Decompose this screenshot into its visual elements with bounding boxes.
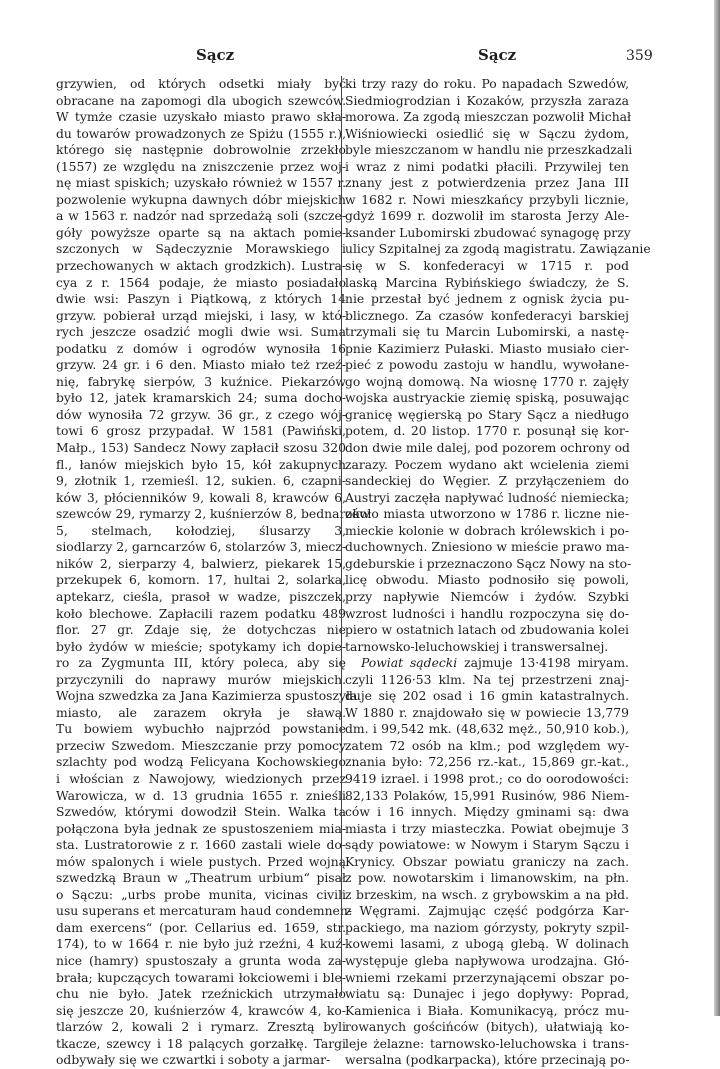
text-line: odbywały się we czwartki i soboty a jarmar- [56,1053,331,1068]
running-head-left: Sącz [196,46,235,64]
text-line: w 1682 r. Nowi mieszkańcy przybyli licznie, [345,192,629,207]
running-head-right: Sącz [478,46,517,64]
text-line: koło blechowe. Zapłacili razem podatku 489 [56,606,346,621]
text-line: Małp., 153) Sandecz Nowy zapłacił szosu 320 [56,441,346,456]
text-line: ki trzy razy do roku. Po napadach Szwedów, [345,77,629,91]
text-line: laską Marcina Rybińskiego świadczy, że S. [345,275,629,290]
text-line: z pow. nowotarskim i limanowskim, na płn. [345,871,629,886]
text-line: ników 2, sierparzy 4, balwierz, piekarek 15, [56,556,346,571]
text-line: było 12, jatek kramarskich 24; suma docho- [56,391,346,406]
text-line: Siedmiogrodzian i Kozaków, przyszła zaraza [345,93,629,108]
text-line: duje się 202 osad i 16 gmin katastralnych. [345,689,629,704]
text-line: morowa. Za zgodą mieszczan pozwolił Michał [345,110,632,125]
text-line: znany jest z potwierdzenia przez Jana III [345,176,629,191]
text-line: występuje gleba napływowa urodzajna. Głó- [345,953,629,968]
text-line: dm. i 99,542 mk. (48,632 męż., 50,910 kob.), [345,722,629,737]
text-line: się jeszcze 20, kuśnierzów 4, krawców 4, ko- [56,1003,346,1018]
text-line: obracane na zapomogi dla ubogich szewców. [56,93,346,108]
text-line: przy napływie Niemców i żydów. Szybki [345,589,629,604]
page-edge-shadow [714,0,720,1016]
text-line: o Sączu: „urbs probe munita, vicinas civili [56,887,346,902]
text-line: Wojna szwedzka za Jana Kazimierza spustoszyła [56,689,358,704]
text-line: wzrost ludności i handlu rozpoczyna się do- [345,606,629,621]
text-line: podatku z domów i ogrodów wynosiła 16 [56,341,346,356]
text-line: W tymże czasie uzyskało miasto prawo skła- [56,110,346,125]
text-line: około miasta utworzono w 1786 r. liczne nie- [345,507,629,522]
text-line: Tu bowiem wybuchło najprzód powstanie [56,722,346,737]
text-line: miasta i trzy miasteczka. Powiat obejmuje 3 [345,821,629,836]
text-line: wiatu są: Dunajec i jego dopływy: Poprad, [345,987,629,1002]
text-line: piero w ostatnich latach od zbudowania kolei [345,623,629,638]
text-line: usu superans et mercaturam haud condemnen- [56,904,352,919]
text-line: i wraz z nimi podatki płacili. Przywilej ten [345,159,629,174]
text-line: pozwolenie wykupna dawnych dóbr miejskich [56,192,346,207]
text-line: packiego, ma naziom górzysty, pokryty szpil- [345,920,629,935]
text-line: którego się następnie dobrowolnie zrzekło [56,143,346,158]
text-line: mieckie kolonie w dobrach królewskich i po- [345,523,629,538]
text-line: W 1880 r. znajdowało się w powiecie 13,779 [345,705,629,720]
text-line: 82,133 Polaków, 15,991 Rusinów, 986 Niem- [345,788,629,803]
text-line: brała; kupczących towarami łokciowemi i ble- [56,970,346,985]
text-line: nę miast spiskich; uzyskało również w 1557 r. [56,176,346,191]
text-line: Kamienica i Biała. Komunikacyą, prócz mu- [345,1003,629,1018]
text-line: tarnowsko-leluchowskiej i transwersalnej. [345,639,609,654]
text-line: gdyż 1699 r. dozwolił im starosta Jerzy Ale- [345,209,629,224]
text-line [345,655,629,672]
text-line: wojska austryackie ziemię spiską, posuwając [345,391,629,406]
text-line: trzymali się tu Marcin Lubomirski, a nastę- [345,325,629,340]
text-line: pnie Kazimierz Pułaski. Miasto musiało cier- [345,341,629,356]
text-line: aptekarz, cieśla, prasoł w wadze, piszczek, [56,589,346,604]
text-line: grzywien, od których odsetki miały być [56,77,346,91]
text-line: 174), to w 1664 r. nie było już rzeźni, 4 kuź- [56,937,346,952]
text-line: Wiśniowiecki osiedlić się w Sączu żydom, [345,126,629,141]
text-line: grzyw. 24 gr. i 6 den. Miasto miało też rzeź- [56,358,346,373]
text-line: go wojną domową. Na wiosnę 1770 r. zajęły [345,374,629,389]
text-line: du towarów prowadzonych ze Spiżu (1555 r.), [56,126,346,141]
text-line: leje żelazne: tarnowsko-leluchowska i trans- [345,1036,629,1051]
text-line: a w 1563 r. nadzór nad sprzedażą soli (szcze- [56,209,346,224]
text-line: miasto, ale zarazem okryła je sławą. [56,705,346,720]
text-line: zatem 72 osób na klm.; pod względem wy- [345,738,629,753]
text-line: wersalna (podkarpacka), które przecinają po- [345,1053,630,1068]
left-column [56,76,370,1069]
text-line: cya z r. 1564 podaje, że miasto posiadało [56,275,346,290]
text-line: kowemi lasami, z ubogą glebą. W dolinach [345,937,629,952]
text-line: sandeckiej do Węgier. Z przyłączeniem do [345,474,629,489]
text-line: 5, stelmach, kołodziej, ślusarzy 3, [56,523,346,538]
text-line: i włościan z Nawojowy, wiedzionych przez [56,771,346,786]
text-line: 9, złotnik 1, rzemieśl. 12, sukien. 6, czapni- [56,474,346,489]
text-line: się w S. konfederacyi w 1715 r. pod [345,259,629,274]
text-line: blicznego. Za czasów konfederacyi barskiej [345,308,629,323]
text-line: tlarzów 2, kowali 2 i rymarz. Zresztą byli [56,1020,346,1035]
text-line: duchownych. Zniesiono w mieście prawo ma- [345,540,629,555]
right-column [345,76,651,1069]
text-line: przechowanych w aktach grodzkich). Lustra- [56,259,346,274]
text-line: potem, d. 20 listop. 1770 r. posunął się kor- [345,424,629,439]
text-line: przekupek 6, komorn. 17, hultai 2, solarka, [56,573,346,588]
text-line: 9419 izrael. i 1998 prot.; co do oorodowości: [345,771,629,786]
text-line: (1557) ze względu na zniszczenie przez woj- [56,159,346,174]
text-line: Austryi zaczęła napływać ludność niemiecka; [345,490,629,505]
text-line: pieć z powodu zastoju w handlu, wywołane- [345,358,629,373]
text-line: czyli 1126·53 klm. Na tej przestrzeni znaj- [345,672,629,687]
text-line: szlachty pod wodzą Felicyana Kochowskiego [56,755,346,770]
text-line: góły powyższe oparte są na aktach pomie- [56,225,346,240]
text-line: mów spalonych i wiele pustych. Przed wojną [56,854,346,869]
text-line: połączona była jednak ze spustoszeniem mia- [56,821,346,836]
text-line-rest: zajmuje 13·4198 miryam. [464,656,629,671]
text-line: ksander Lubomirski zbudować synagogę przy [345,225,631,240]
text-line: ców i 16 innych. Między gminami są: dwa [345,805,629,820]
text-line: byle mieszczanom w handlu nie przeszkadzali [345,143,633,158]
text-line: fl., łanów miejskich było 15, kół zakupnych [56,457,346,472]
text-line: ków 3, płócienników 9, kowali 8, krawców 6, [56,490,346,505]
text-line: tkacze, szewcy i 18 palących gorzałkę. Targi [56,1036,346,1051]
text-line: było żydów w mieście; spotykamy ich dopie- [56,639,346,654]
text-line: don dwie mile dalej, pod pozorem ochrony od [345,441,630,456]
text-line: szczonych w Sądeczyznie Morawskiego i [56,242,346,257]
text-line: wniemi rzekami przerzynającemi obszar po- [345,970,629,985]
text-line: rowanych gościńców (bitych), ułatwiają ko- [345,1020,629,1035]
column-divider [341,76,342,996]
text-line: z brzeskim, na wsch. z grybowskim a na płd. [345,887,629,902]
text-line: szwedzką Braun w „Theatrum urbium“ pisał [56,871,346,886]
text-line: grzyw. pobierał urząd miejski, i lasy, w któ- [56,308,346,323]
text-line: zarazy. Poczem wydano akt wcielenia ziemi [345,457,629,472]
text-line: sądy powiatowe: w Nowym i Starym Sączu i [345,838,629,853]
text-line: Krynicy. Obszar powiatu graniczy na zach. [345,854,629,869]
text-line: znania było: 72,256 rz.-kat., 15,869 gr.-kat., [345,755,629,770]
text-line: towi 6 grosz przypadał. W 1581 (Pawiński, [56,424,346,439]
text-line: sta. Lustratorowie z r. 1660 zastali wiele do- [56,838,346,853]
text-line: rych jeszcze osadzić mogli dwie wsi. Suma [56,325,346,340]
page-number: 359 [626,48,653,64]
text-line: nice (hamry) spustoszały a grunta woda za- [56,953,346,968]
text-line: przyczynili do naprawy murów miejskich. [56,672,346,687]
text-line: Warowicza, w d. 13 grudnia 1655 r. znieśli [56,788,346,803]
text-line: dam exercens“ (por. Cellarius ed. 1659, str. [56,920,346,935]
text-line: dów wynosiła 72 grzyw. 36 gr., z czego wój- [56,407,346,422]
text-line: nię, fabrykę sierpów, 3 kuźnice. Piekarzów [56,374,346,389]
text-line: ulicy Szpitalnej za zgodą magistratu. Zawiązanie [345,242,651,257]
text-line: flor. 27 gr. Zdaje się, że dotychczas nie [56,623,346,638]
text-line: gdeburskie i przeznaczono Sącz Nowy na sto- [345,556,632,571]
text-line: nie przestał być jednem z ognisk życia pu- [345,292,629,307]
text-line: licę obwodu. Miasto podnosiło się powoli, [345,573,629,588]
text-line: szewców 29, rymarzy 2, kuśnierzów 8, bednarzów [56,507,370,522]
text-line: siodlarzy 2, garncarzów 6, stolarzów 3, miecz- [56,540,346,555]
text-line: przeciw Szwedom. Mieszczanie przy pomocy [56,738,346,753]
text-line: granicę węgierską po Stary Sącz a niedługo [345,407,629,422]
text-line: ro za Zygmunta III, który poleca, aby się [56,656,346,671]
text-line: chu nie było. Jatek rzeźnickich utrzymało [56,987,346,1002]
powiat-label: Powiat sądecki [361,656,458,671]
text-line: Szwedów, którymi dowodził Stein. Walka ta [56,805,346,820]
text-line: z Węgrami. Zajmując część podgórza Kar- [345,904,629,919]
text-line: dwie wsi: Paszyn i Piątkową, z których 14 [56,292,346,307]
